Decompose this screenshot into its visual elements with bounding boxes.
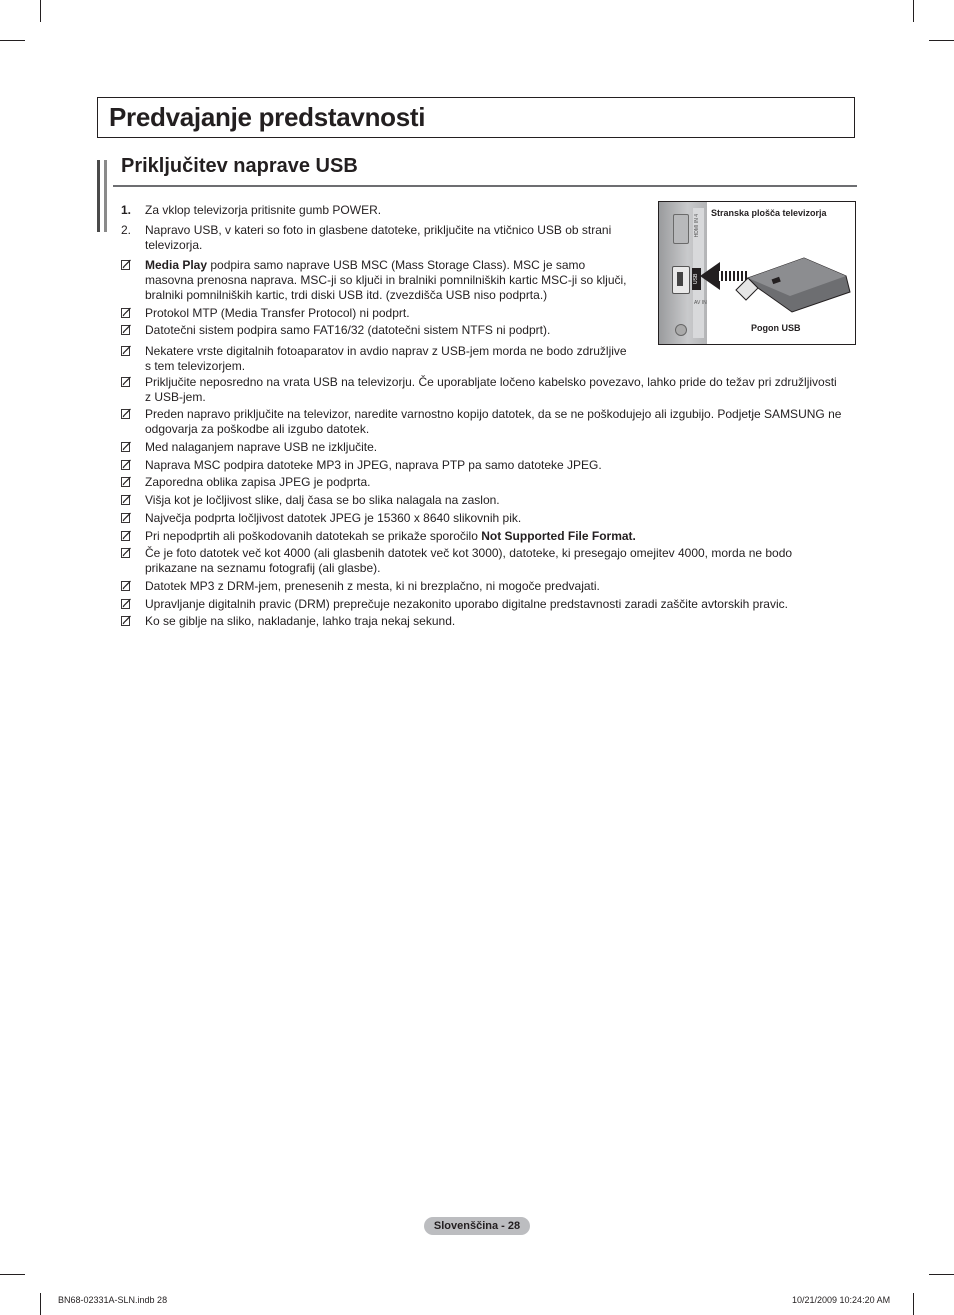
usb-drive-label: Pogon USB — [751, 323, 801, 333]
note-text: Preden napravo priključite na televizor, naredite varnostno kopijo datotek, da se ne poškodujejo ali izgubijo. Podjetje SAMSUNG ne odgovarja za poškodbe ali izgubo datotek. — [145, 407, 842, 436]
note-icon — [121, 408, 132, 419]
page-title-box — [97, 97, 855, 138]
note-icon — [121, 324, 132, 335]
section-marker — [97, 160, 107, 232]
note-icon — [121, 459, 132, 470]
step-number: 2. — [121, 223, 132, 237]
usb-connection-figure — [658, 201, 856, 345]
usb-port-icon — [672, 266, 690, 294]
crop-mark — [40, 1293, 41, 1315]
note-icon — [121, 494, 132, 505]
note-text: Nekatere vrste digitalnih fotoaparatov in avdio naprav z USB-jem morda ne bodo združljive s tem televizorjem. — [145, 344, 627, 373]
note-icon — [121, 307, 132, 318]
page-number-badge: Slovenščina - 28 — [424, 1217, 530, 1235]
section-divider — [113, 185, 857, 187]
note-text: Datotek MP3 z DRM-jem, prenesenih z mesta, ki ni brezplačno, ni mogoče predvajati. — [145, 579, 600, 593]
note-text: Med nalaganjem naprave USB ne izključite. — [145, 440, 378, 454]
crop-mark — [0, 1274, 25, 1275]
crop-mark — [929, 40, 954, 41]
section-title: Priključitev naprave USB — [121, 155, 358, 177]
print-timestamp: 10/21/2009 10:24:20 AM — [792, 1295, 891, 1305]
note-icon — [121, 530, 132, 541]
note-icon — [121, 476, 132, 487]
note-text: Protokol MTP (Media Transfer Protocol) ni podprt. — [145, 306, 410, 320]
note-text: Največja podprta ločljivost datotek JPEG je 15360 x 8640 slikovnih pik. — [145, 511, 522, 525]
note-text: Zaporedna oblika zapisa JPEG je podprta. — [145, 475, 371, 489]
note-text: Priključite neposredno na vrata USB na televizorju. Če uporabljate ločeno kabelsko povezavo, lahko pride do težav pri združljivosti z USB-jem. — [145, 375, 837, 404]
note-icon — [121, 598, 132, 609]
hdmi-port-icon — [673, 214, 689, 244]
note-text: Datotečni sistem podpira samo FAT16/32 (datotečni sistem NTFS ni podprt). — [145, 323, 551, 337]
crop-mark — [913, 1293, 914, 1315]
hdmi-port-label: HDMI IN 4 — [694, 214, 700, 238]
av-jack-icon — [675, 324, 687, 336]
note-icon — [121, 259, 132, 270]
note-icon — [121, 615, 132, 626]
note-icon — [121, 512, 132, 523]
crop-mark — [929, 1274, 954, 1275]
note-text: Upravljanje digitalnih pravic (DRM) preprečuje nezakonito uporabo digitalne predstavnosti zaradi zaščite avtorskih pravic. — [145, 597, 788, 611]
crop-mark — [40, 0, 41, 22]
file-slug: BN68-02331A-SLN.indb 28 — [58, 1295, 168, 1305]
note-icon — [121, 345, 132, 356]
av-port-label: AV IN — [694, 300, 707, 306]
step-text: Za vklop televizorja pritisnite gumb POWER. — [145, 203, 382, 217]
note-text: Če je foto datotek več kot 4000 (ali glasbenih datotek več kot 3000), datoteke, ki presegajo omejitev 4000, morda ne bodo prikazane na seznamu fotografij (ali glasbe). — [145, 546, 793, 575]
note-text: Višja kot je ločljivost slike, dalj časa se bo slika nalagala na zaslon. — [145, 493, 500, 507]
side-panel-label: Stranska plošča televizorja — [711, 208, 827, 218]
note-text: Media Play podpira samo naprave USB MSC (Mass Storage Class). MSC je samo masovna prenosna naprava. MSC-ji so ključi in bralniki pomnilniških kartic MSC-ji so ključi, bralniki pomnilniških kartic, trdi diski USB itd. (zvezdišča USB niso podprta.) — [145, 258, 627, 302]
usb-drive-icon — [734, 254, 852, 314]
crop-mark — [913, 0, 914, 22]
step-text: Napravo USB, v kateri so foto in glasbene datoteke, priključite na vtičnico USB ob strani televizorja. — [145, 223, 612, 252]
usb-port-label: USB — [692, 268, 701, 290]
step-number: 1. — [121, 203, 132, 217]
note-icon — [121, 547, 132, 558]
note-text: Naprava MSC podpira datoteke MP3 in JPEG, naprava PTP pa samo datoteke JPEG. — [145, 458, 602, 472]
page-title: Predvajanje predstavnosti — [109, 102, 426, 132]
note-icon — [121, 441, 132, 452]
note-text: Ko se giblje na sliko, nakladanje, lahko traja nekaj sekund. — [145, 614, 456, 628]
note-icon — [121, 376, 132, 387]
note-text: Pri nepodprtih ali poškodovanih datotekah se prikaže sporočilo Not Supported File Format. — [145, 529, 636, 543]
note-icon — [121, 580, 132, 591]
crop-mark — [0, 40, 25, 41]
